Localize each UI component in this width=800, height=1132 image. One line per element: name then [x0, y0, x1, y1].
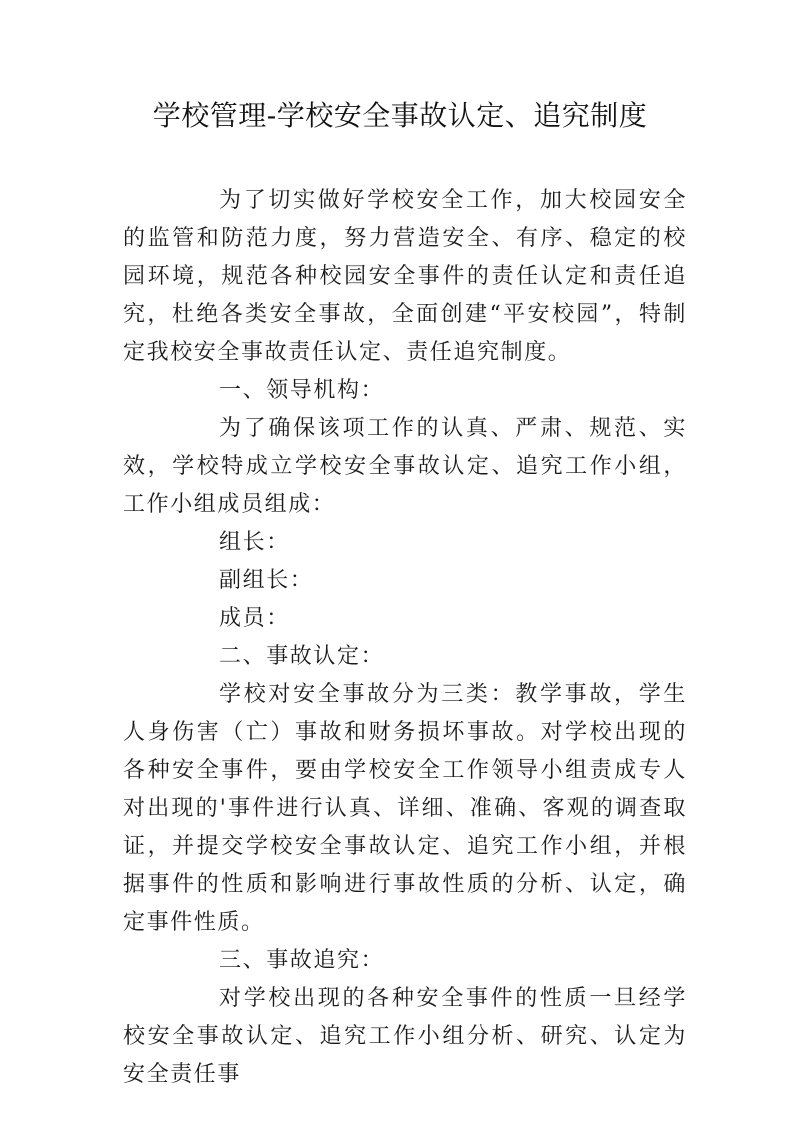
document-body — [123, 182, 687, 1094]
paragraph-leadership: 为了确保该项工作的认真、严肃、规范、实效，学校特成立学校安全事故认定、追究工作小组，工作小组成员组成： — [123, 416, 687, 517]
paragraph-intro: 为了切实做好学校安全工作，加大校园安全的监管和防范力度，努力营造安全、有序、稳定的校园环境，规范各种校园安全事件的责任认定和责任追究，杜绝各类安全事故，全面创建“平安校园”，特制定我校安全事故责任认定、责任追究制度。 — [123, 188, 687, 365]
heading-accountability: 三、事故追究： — [219, 948, 385, 973]
paragraph-accountability: 对学校出现的各种安全事件的性质一旦经学校安全事故认定、追究工作小组分析、研究、认定为安全责任事 — [123, 986, 687, 1087]
document-title: 学校管理-学校安全事故认定、追究制度 — [152, 99, 648, 132]
paragraph-accident-determination: 学校对安全事故分为三类：教学事故，学生人身伤害（亡）事故和财务损坏事故。对学校出现的各种安全事件，要由学校安全工作领导小组责成专人对出现的'事件进行认真、详细、准确、客观的调查取证，并提交学校安全事故认定、追究工作小组，并根据事件的性质和影响进行事故性质的分析、认定，确定事件性质。 — [123, 682, 687, 935]
heading-leadership: 一、领导机构： — [219, 378, 385, 403]
member-deputy-leader: 副组长： — [219, 568, 314, 593]
member-members: 成员： — [219, 606, 290, 631]
heading-accident-determination: 二、事故认定： — [219, 644, 385, 669]
member-leader: 组长： — [219, 530, 290, 555]
